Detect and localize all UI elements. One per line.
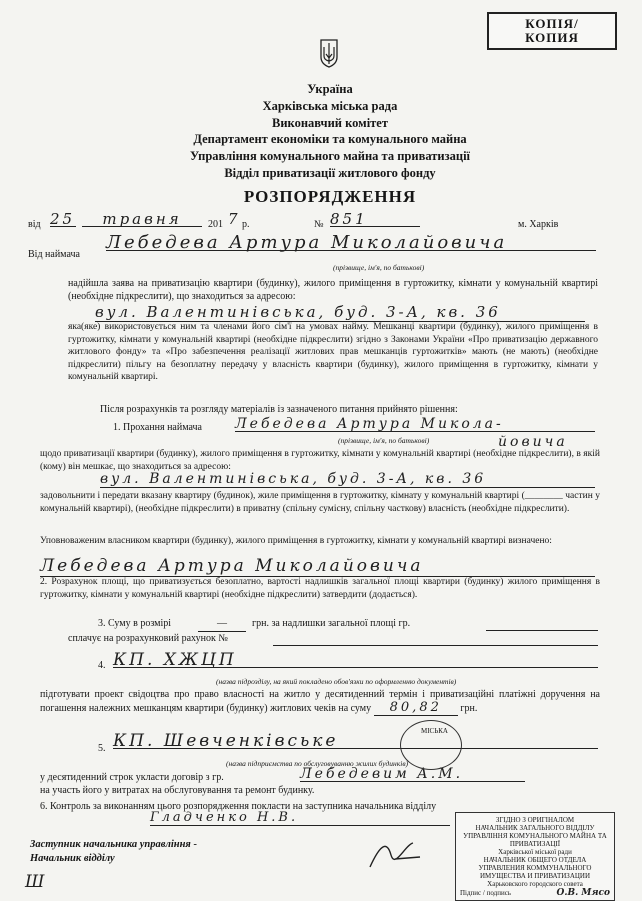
cheque-sum: 80,82: [374, 700, 458, 716]
deputy-name: Гладченко Н.В.: [150, 810, 450, 826]
item4-label: 4.: [98, 660, 106, 671]
item5-hint: (назва підприємства по обслуговуванню жилих будинків): [226, 759, 409, 768]
item3-label: 3. Суму в розмірі: [98, 618, 172, 629]
item5-label: 5.: [98, 743, 106, 754]
property-address-2: вул. Валентинівська, буд. 3-А, кв. 36: [100, 471, 595, 488]
contract-text: у десятиденний строк укласти договір з гр.: [40, 772, 224, 783]
privatization-request: щодо приватизації квартири (будинку), жилого приміщення в гуртожитку, кімнати у комунальній квартирі (необхідне підкреслити), в якій (кому) він мешкає, що знаходиться за адресою:: [40, 449, 600, 472]
date-day: 25: [50, 210, 76, 228]
cert-line1: ЗГІДНО З ОРИГІНАЛОМ: [495, 816, 575, 824]
certificate-text: підготувати проект свідоцтва про право власності на житло у десятиденний термін і приватизаційні платіжні доручення на погашення належних мешканцям квартири (будинку) житлових чеків на суму: [40, 689, 600, 714]
date-prefix: від: [28, 219, 41, 230]
cert-line8: Підпис / подпись: [460, 889, 512, 897]
header-committee: Виконавчий комітет: [272, 115, 388, 130]
contract-party: Лебедевим А.М.: [300, 768, 525, 782]
employer-name: Лебедева Артура Миколайовича: [106, 237, 596, 251]
cheque-sum-unit: грн.: [460, 702, 478, 714]
item-6: 6. Контроль за виконанням цього розпорядження покласти на заступника начальника відділу: [40, 801, 437, 812]
item-4: [68, 650, 608, 686]
header-council: Харківська міська рада: [262, 98, 398, 113]
copy-stamp: [487, 12, 617, 50]
copy-stamp-line2: КОПИЯ: [525, 30, 579, 45]
cert-sign-row: [460, 889, 610, 897]
item1-applicant-cont: йовича: [498, 434, 568, 450]
cert-line6: УПРАВЛЕНИЯ КОММУНАЛЬНОГО ИМУЩЕСТВА И ПРИВАТИЗАЦИИ: [478, 864, 592, 880]
signature-role: Заступник начальника управління -: [30, 839, 197, 850]
city: м. Харків: [518, 219, 559, 230]
item4-organization: КП. ХЖЦП: [113, 654, 598, 668]
contract-paragraph: [40, 768, 605, 798]
item-3: [68, 618, 608, 648]
item1-label: 1. Прохання наймача: [113, 422, 202, 433]
certification-stamp: [455, 812, 615, 901]
cert-sign-name: О.В. Мясо: [556, 888, 610, 898]
contract-text-2: на участь його у витратах на обслуговування та ремонт будинку.: [40, 785, 315, 796]
item5-organization: КП. Шевченківське: [113, 735, 598, 749]
header-section: Відділ приватизації житлового фонду: [224, 165, 436, 180]
cert-line3: УПРАВЛІННЯ КОМУНАЛЬНОГО МАЙНА ТА ПРИВАТИЗАЦІЇ: [463, 832, 607, 848]
number-label: №: [314, 219, 324, 230]
decision-intro: Після розрахунків та розгляду матеріалів із зазначеного питання прийнято рішення:: [100, 404, 458, 415]
cert-line4: Харківської міської ради: [498, 848, 572, 856]
employer-hint: (прізвище, ім'я, по батькові): [333, 263, 425, 272]
signature-block: [30, 838, 197, 866]
item-2: 2. Розрахунок площі, що приватизується безоплатно, вартості надлишків загальної площі квартири (будинку) жилого приміщення в гуртожитку, кімнати у комунальній квартирі (необхідне підкреслити) затвердити (додається).: [40, 577, 600, 600]
coat-of-arms-icon: [319, 38, 339, 68]
authorized-owner: Лебедева Артура Миколайовича: [40, 556, 595, 577]
document-title: РОЗПОРЯДЖЕННЯ: [243, 187, 417, 206]
transfer-paragraph: задовольнити і передати вказану квартиру (будинок), жиле приміщення в гуртожитку, кімнату у комунальній квартирі (________ частин у комунальній квартирі), (необхідне підкреслити) в приватну (спільну сумісну, спільну часткову) власність (необхідне підкреслити).: [40, 491, 600, 514]
employer-label: Від наймача: [28, 249, 80, 260]
round-stamp: [400, 720, 462, 770]
item3-account-line: [273, 645, 598, 646]
benefit-paragraph: яка(яке) використовується ним та членами його сім'ї на умовах найму. Мешканці квартири (будинку), жилого приміщення в гуртожитку, кімнати у комунальній квартирі (необхідне підкреслити) згідно з Законами України «Про приватизацію державного житлового фонду» та «Про забезпечення реалізації житлових прав мешканців гуртожитків» мають (не мають) (необхідне підкреслити) пільгу на безоплатну передачу у власність квартири (будинку), жилого приміщення в гуртожитку, кімнати у комунальній квартирі.: [68, 322, 598, 382]
employer-line: [28, 232, 608, 273]
signature-role-2: Начальник відділу: [30, 853, 115, 864]
date-month: травня: [82, 213, 202, 227]
header-directorate: Управління комунального майна та приватизації: [189, 149, 471, 164]
order-number: 851: [330, 213, 420, 227]
property-address: вул. Валентинівська, буд. 3-А, кв. 36: [95, 303, 585, 322]
item3-rest: грн. за надлишки загальної площі гр.: [252, 618, 411, 629]
item3-payer-line: [486, 630, 598, 631]
item1-applicant: Лебедева Артура Микола-: [235, 418, 595, 432]
copy-stamp-line1: КОПІЯ/: [525, 16, 579, 31]
header-country: Україна: [307, 82, 353, 96]
item4-hint: (назва підрозділу, на який покладено обов'язки по оформленню документів): [216, 677, 457, 686]
date-year-label: р.: [242, 219, 250, 230]
date-year-prefix: 201: [208, 219, 223, 230]
item3-amount: —: [198, 618, 246, 632]
round-stamp-text: МІСЬКА: [421, 727, 448, 735]
signature-scribble: [365, 835, 435, 875]
header-block: [140, 81, 520, 182]
cert-line7: Харьковского городского совета: [487, 880, 583, 888]
certificate-paragraph: [40, 689, 600, 715]
corner-mark: Ш: [25, 872, 45, 892]
item1-hint: (прізвище, ім'я, по батькові): [338, 436, 430, 445]
cert-line2: НАЧАЛЬНИК ЗАГАЛЬНОГО ВІДДІЛУ: [475, 824, 595, 832]
item3-account: сплачує на розрахунковий рахунок №: [68, 633, 228, 644]
cert-line5: НАЧАЛЬНИК ОБЩЕГО ОТДЕЛА: [483, 856, 587, 864]
header-department: Департамент економіки та комунального майна: [193, 132, 467, 147]
owner-paragraph: Уповноваженим власником квартири (будинку), жилого приміщення в гуртожитку, кімнати у комунальній квартирі визначено:: [40, 536, 552, 546]
date-year-suffix: 7: [228, 210, 241, 228]
application-paragraph: надійшла заява на приватизацію квартири (будинку), жилого приміщення в гуртожитку, кімнати у комунальній квартирі (необхідне підкреслити), що знаходиться за адресою:: [68, 278, 598, 302]
